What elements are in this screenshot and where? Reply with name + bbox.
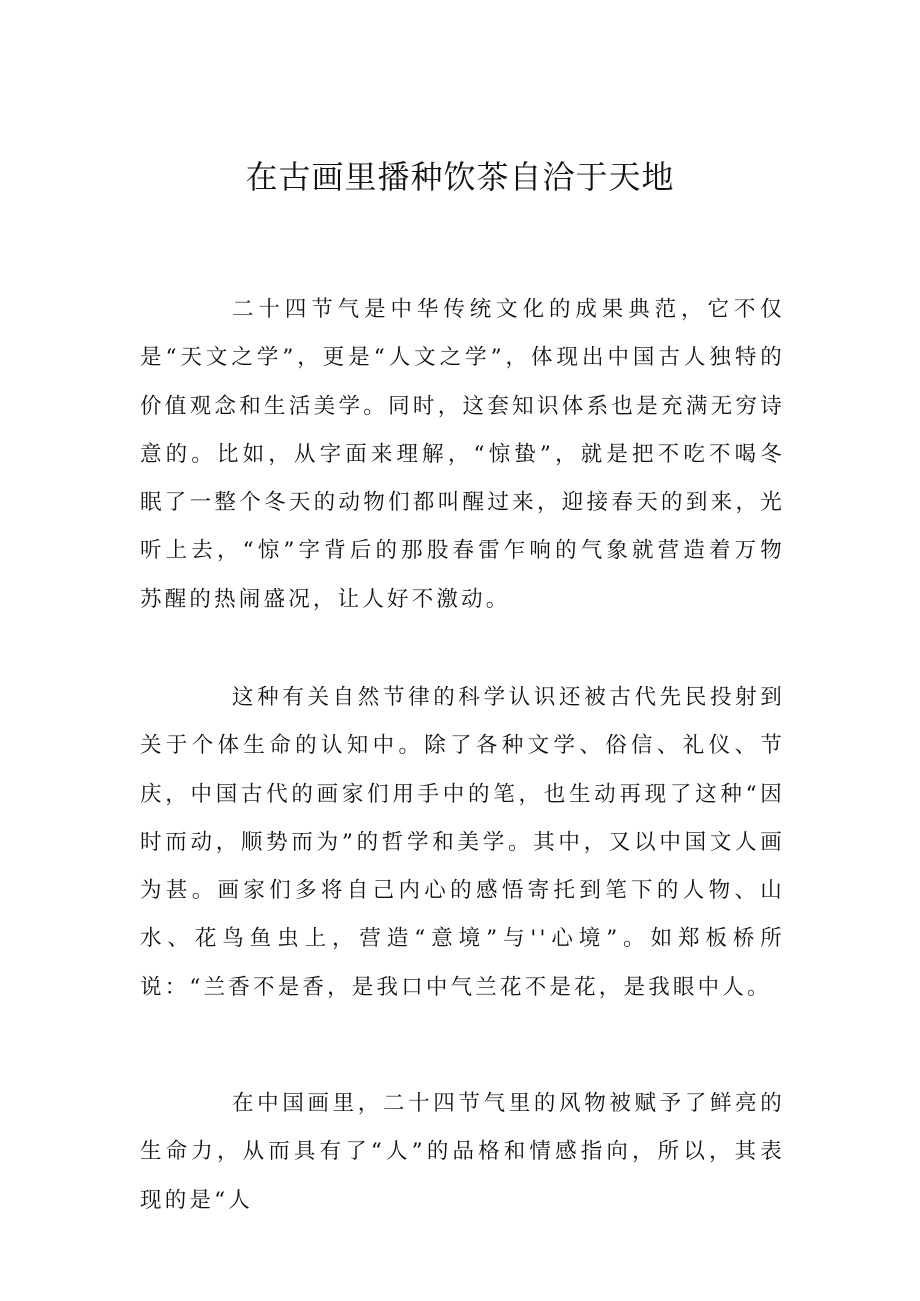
document-title: 在古画里播种饮茶自洽于天地 — [245, 158, 675, 196]
paragraph-3: 在中国画里，二十四节气里的风物被赋予了鲜亮的生命力，从而具有了“人”的品格和情感指向，所以，其表现的是“人 — [140, 1091, 785, 1213]
paragraph-1: 二十四节气是中华传统文化的成果典范，它不仅是“天文之学”，更是“人文之学”，体现出中国古人独特的价值观念和生活美学。同时，这套知识体系也是充满无穷诗意的。比如，从字面来理解，“惊蛰”，就是把不吃不喝冬眠了一整个冬天的动物们都叫醒过来，迎接春天的到来，光听上去，“惊”字背后的那股春雷乍响的气象就营造着万物苏醒的热闹盛况，让人好不激动。 — [140, 297, 785, 612]
paragraph-2: 这种有关自然节律的科学认识还被古代先民投射到关于个体生命的认知中。除了各种文学、俗信、礼仪、节庆，中国古代的画家们用手中的笔，也生动再现了这种“因时而动，顺势而为”的哲学和美学。其中，又以中国文人画为甚。画家们多将自己内心的感悟寄托到笔下的人物、山水、花鸟鱼虫上，营造“意境”与''心境”。如郑板桥所说：“兰香不是香，是我口中气兰花不是花，是我眼中人。 — [140, 685, 785, 1000]
